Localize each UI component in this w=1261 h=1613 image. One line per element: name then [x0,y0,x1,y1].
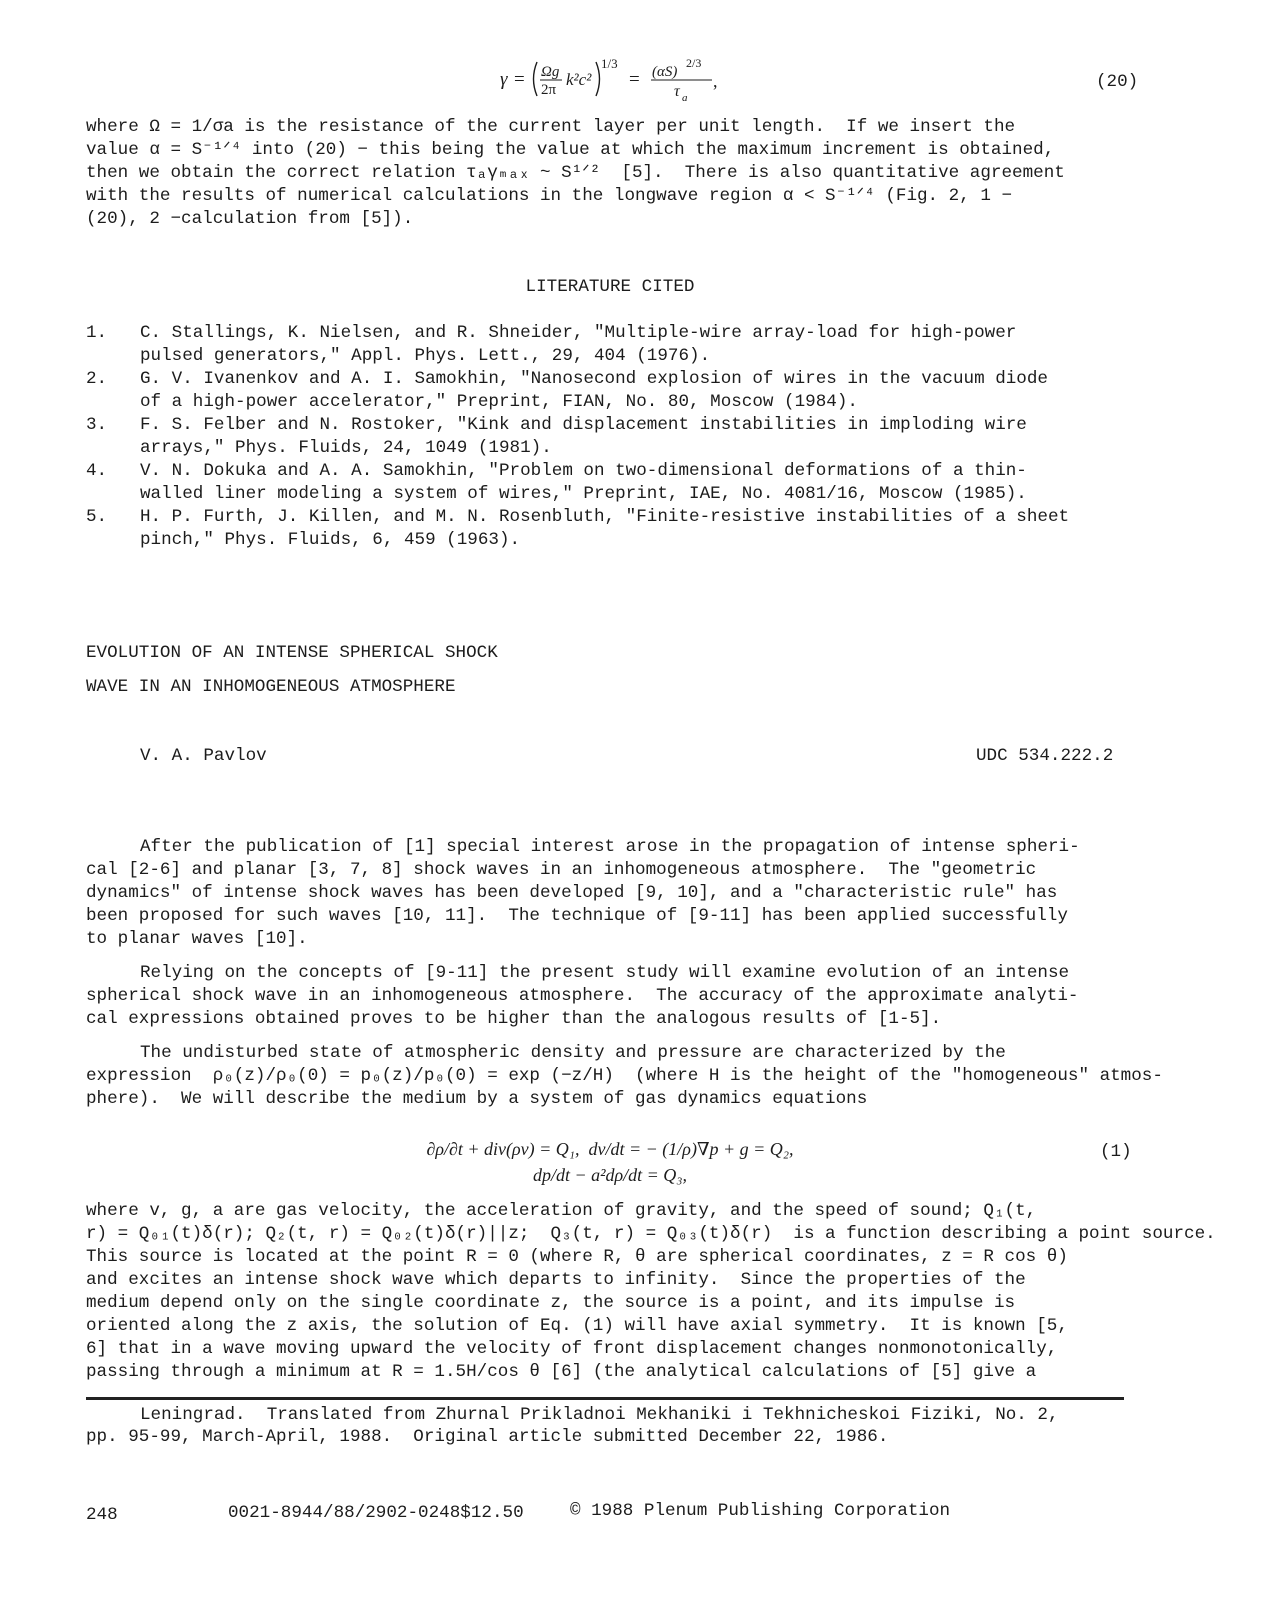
issn-code: 0021-8944/88/2902-0248$12.50 [228,1503,524,1523]
formula-frac2-den: τ [674,83,680,100]
formula-20-graphic [500,54,760,110]
formula-gamma: γ [500,69,508,90]
footnote [86,1404,1146,1448]
reference-text: H. P. Furth, J. Killen, and M. N. Rosenbluth, "Finite-resistive instabilities of a sheet [140,507,1070,527]
reference-item [86,322,1146,368]
formula-k2c2: k²c² [566,70,592,89]
formula-comma: , [713,71,718,91]
formula-frac2-num: (αS) [652,64,678,80]
body-paragraph-1 [86,836,1146,951]
equation-1-line-1: ∂ρ/∂t + div(ρv) = Q₁, dv/dt = − (1/ρ)∇p + g = Q₂, [426,1139,794,1159]
text-line: oriented along the z axis, the solution of Eq. (1) will have axial symmetry. It is known [5, [86,1316,1068,1336]
reference-text: of a high-power accelerator," Preprint, FIAN, No. 80, Moscow (1984). [140,392,858,412]
text-line: Relying on the concepts of [9-11] the present study will examine evolution of an intense [140,963,1070,983]
page-number: 248 [86,1505,118,1525]
reference-text: V. N. Dokuka and A. A. Samokhin, "Problem on two-dimensional deformations of a thin- [140,461,1027,481]
text-line: where Ω = 1/σa is the resistance of the current layer per unit length. If we insert the [86,117,1016,137]
text-line: After the publication of [1] special interest arose in the propagation of intense spheri- [140,837,1080,857]
formula-frac1-den: 2π [541,82,557,98]
formula-20 [500,54,760,110]
text-line: passing through a minimum at R = 1.5H/cos θ [6] (the analytical calculations of [5] give a [86,1362,1037,1382]
reference-text: C. Stallings, K. Nielsen, and R. Shneider, "Multiple-wire array-load for high-power [140,323,1017,343]
footnote-divider [86,1397,1124,1400]
text-line: This source is located at the point R = 0 (where R, θ are spherical coordinates, z = R cos θ) [86,1247,1068,1267]
footnote-line: Leningrad. Translated from Zhurnal Prikladnoi Mekhaniki i Tekhnicheskoi Fiziki, No. 2, [140,1405,1059,1425]
reference-item [86,460,1146,506]
reference-number: 3. [86,415,108,435]
text-line: r) = Q₀₁(t)δ(r); Q₂(t, r) = Q₀₂(t)δ(r)||z; Q₃(t, r) = Q₀₃(t)δ(r) is a function describing a point source. [86,1224,1216,1244]
reference-text: pulsed generators," Appl. Phys. Lett., 29, 404 (1976). [140,346,711,366]
literature-heading: LITERATURE CITED [525,277,695,297]
formula-frac2-den-sub: a [682,92,688,104]
text-line: 6] that in a wave moving upward the velocity of front displacement changes nonmonotonically, [86,1339,1058,1359]
reference-text: G. V. Ivanenkov and A. I. Samokhin, "Nanosecond explosion of wires in the vacuum diode [140,369,1048,389]
reference-text: walled liner modeling a system of wires," Preprint, IAE, No. 4081/16, Moscow (1985). [140,484,1027,504]
reference-list [86,322,1146,552]
text-line: medium depend only on the single coordinate z, the source is a point, and its impulse is [86,1293,1016,1313]
footnote-line: pp. 95-99, March-April, 1988. Original article submitted December 22, 1986. [86,1427,889,1447]
equation-number-1: (1) [1100,1142,1132,1162]
article-author: V. A. Pavlov [140,746,267,766]
reference-number: 2. [86,369,108,389]
text-line: to planar waves [10]. [86,929,308,949]
text-line: cal expressions obtained proves to be higher than the analogous results of [1-5]. [86,1009,942,1029]
reference-number: 1. [86,323,108,343]
text-line: then we obtain the correct relation τₐγₘₐₓ ~ S¹ᐟ² [5]. There is also quantitative agreement [86,163,1065,183]
udc-code: UDC 534.222.2 [976,746,1114,766]
formula-exp-13: 1/3 [601,56,618,71]
text-line: where v, g, a are gas velocity, the acceleration of gravity, and the speed of sound; Q₁(t, [86,1201,1037,1221]
text-line: The undisturbed state of atmospheric density and pressure are characterized by the [140,1043,1006,1063]
text-line: cal [2-6] and planar [3, 7, 8] shock waves in an inhomogeneous atmosphere. The "geometric [86,860,1037,880]
intro-paragraph [86,116,1146,231]
article-title-line-2: WAVE IN AN INHOMOGENEOUS ATMOSPHERE [86,677,456,697]
text-line: (20), 2 −calculation from [5]). [86,209,414,229]
text-line: value α = S⁻¹ᐟ⁴ into (20) − this being the value at which the maximum increment is obtained, [86,140,1055,160]
equation-number-20: (20) [1096,72,1139,92]
reference-text: pinch," Phys. Fluids, 6, 459 (1963). [140,530,521,550]
formula-frac1-num: Ωg [541,64,560,80]
reference-item [86,506,1146,552]
formula-equals-1: = [514,69,525,90]
reference-item [86,368,1146,414]
text-line: phere). We will describe the medium by a system of gas dynamics equations [86,1089,868,1109]
reference-text: F. S. Felber and N. Rostoker, "Kink and displacement instabilities in imploding wire [140,415,1027,435]
text-line: expression ρ₀(z)/ρ₀(0) = p₀(z)/p₀(0) = exp (−z/H) (where H is the height of the "homogeneous" atmos- [86,1066,1163,1086]
copyright-notice: © 1988 Plenum Publishing Corporation [570,1501,951,1521]
text-line: spherical shock wave in an inhomogeneous atmosphere. The accuracy of the approximate analyti- [86,986,1079,1006]
equation-1-line-2: dp/dt − a²dρ/dt = Q₃, [532,1165,688,1185]
body-paragraph-2 [86,962,1146,1031]
reference-number: 4. [86,461,108,481]
reference-number: 5. [86,507,108,527]
article-title-line-1: EVOLUTION OF AN INTENSE SPHERICAL SHOCK [86,643,498,663]
text-line: been proposed for such waves [10, 11]. The technique of [9-11] has been applied successfully [86,906,1068,926]
formula-equals-2: = [629,69,640,90]
reference-text: arrays," Phys. Fluids, 24, 1049 (1981). [140,438,552,458]
body-paragraph-4 [86,1200,1216,1384]
body-paragraph-3 [86,1042,1163,1111]
equation-1 [370,1136,850,1188]
formula-frac2-exp: 2/3 [686,56,702,70]
reference-item [86,414,1146,460]
text-line: dynamics" of intense shock waves has been developed [9, 10], and a "characteristic rule" has [86,883,1058,903]
text-line: and excites an intense shock wave which departs to infinity. Since the properties of the [86,1270,1026,1290]
text-line: with the results of numerical calculations in the longwave region α < S⁻¹ᐟ⁴ (Fig. 2, 1 − [86,186,1013,206]
